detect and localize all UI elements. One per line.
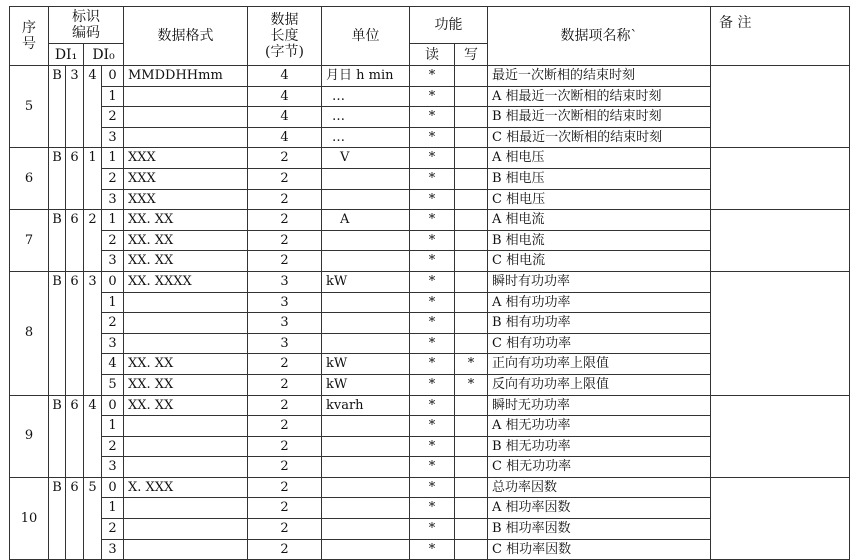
length-cell: 3 bbox=[248, 333, 322, 354]
id-code-cell: 6 bbox=[66, 271, 84, 395]
format-cell bbox=[124, 292, 248, 313]
id-code-cell: 4 bbox=[84, 66, 102, 148]
id-code-cell: B bbox=[49, 210, 66, 272]
id-code-cell: 6 bbox=[66, 477, 84, 559]
read-cell: * bbox=[410, 251, 455, 272]
length-cell: 2 bbox=[248, 230, 322, 251]
di0-low-cell: 1 bbox=[102, 292, 124, 313]
unit-cell: kvarh bbox=[322, 395, 410, 416]
unit-cell bbox=[322, 477, 410, 498]
read-cell: * bbox=[410, 66, 455, 87]
unit-cell bbox=[322, 189, 410, 210]
write-cell bbox=[455, 271, 488, 292]
id-code-cell: 3 bbox=[66, 66, 84, 148]
header-di0: DI₀ bbox=[84, 44, 124, 66]
read-cell: * bbox=[410, 292, 455, 313]
id-code-cell: 6 bbox=[66, 395, 84, 477]
seq-cell: 6 bbox=[10, 148, 49, 210]
di0-low-cell: 3 bbox=[102, 251, 124, 272]
di0-low-cell: 1 bbox=[102, 498, 124, 519]
table-row bbox=[10, 477, 850, 498]
di0-low-cell: 1 bbox=[102, 148, 124, 169]
write-cell bbox=[455, 127, 488, 148]
length-cell: 2 bbox=[248, 354, 322, 375]
format-cell: XX. XX bbox=[124, 251, 248, 272]
length-cell: 4 bbox=[248, 66, 322, 87]
length-cell: 2 bbox=[248, 168, 322, 189]
unit-cell bbox=[322, 436, 410, 457]
header-write: 写 bbox=[455, 44, 488, 66]
header-di1: DI₁ bbox=[49, 44, 84, 66]
length-cell: 2 bbox=[248, 519, 322, 540]
length-cell: 2 bbox=[248, 416, 322, 437]
length-cell: 2 bbox=[248, 457, 322, 478]
remark-cell bbox=[711, 66, 850, 148]
seq-cell: 7 bbox=[10, 210, 49, 272]
di0-low-cell: 2 bbox=[102, 168, 124, 189]
write-cell bbox=[455, 107, 488, 128]
table-row bbox=[10, 210, 850, 231]
name-cell: 总功率因数 bbox=[488, 477, 711, 498]
name-cell: A 相有功功率 bbox=[488, 292, 711, 313]
name-cell: 最近一次断相的结束时刻 bbox=[488, 66, 711, 87]
header-format: 数据格式 bbox=[124, 7, 248, 66]
unit-cell: … bbox=[322, 86, 410, 107]
header-length: 数据 长度 (字节) bbox=[248, 7, 322, 66]
id-code-cell: 3 bbox=[84, 271, 102, 395]
remark-cell bbox=[711, 148, 850, 210]
write-cell bbox=[455, 498, 488, 519]
read-cell: * bbox=[410, 210, 455, 231]
unit-cell: kW bbox=[322, 271, 410, 292]
table-row bbox=[10, 271, 850, 292]
write-cell bbox=[455, 333, 488, 354]
name-cell: 正向有功功率上限值 bbox=[488, 354, 711, 375]
write-cell bbox=[455, 251, 488, 272]
write-cell bbox=[455, 436, 488, 457]
di0-low-cell: 2 bbox=[102, 107, 124, 128]
length-cell: 4 bbox=[248, 107, 322, 128]
format-cell: XX. XX bbox=[124, 374, 248, 395]
name-cell: C 相电流 bbox=[488, 251, 711, 272]
name-cell: A 相电压 bbox=[488, 148, 711, 169]
di0-low-cell: 0 bbox=[102, 271, 124, 292]
read-cell: * bbox=[410, 436, 455, 457]
table-row bbox=[10, 395, 850, 416]
read-cell: * bbox=[410, 127, 455, 148]
format-cell: MMDDHHmm bbox=[124, 66, 248, 87]
format-cell: XX. XX bbox=[124, 210, 248, 231]
write-cell bbox=[455, 66, 488, 87]
read-cell: * bbox=[410, 107, 455, 128]
unit-cell: A bbox=[322, 210, 410, 231]
write-cell bbox=[455, 210, 488, 231]
di0-low-cell: 3 bbox=[102, 333, 124, 354]
di0-low-cell: 3 bbox=[102, 539, 124, 560]
id-code-cell: 6 bbox=[66, 210, 84, 272]
table-row bbox=[10, 148, 850, 169]
id-code-cell: B bbox=[49, 271, 66, 395]
header-seq: 序 号 bbox=[10, 7, 49, 66]
length-cell: 4 bbox=[248, 86, 322, 107]
name-cell: 反向有功功率上限值 bbox=[488, 374, 711, 395]
seq-cell: 10 bbox=[10, 477, 49, 559]
write-cell: * bbox=[455, 354, 488, 375]
length-cell: 2 bbox=[248, 477, 322, 498]
format-cell bbox=[124, 539, 248, 560]
length-cell: 2 bbox=[248, 395, 322, 416]
header-id-code: 标识 编码 bbox=[49, 7, 124, 44]
read-cell: * bbox=[410, 354, 455, 375]
name-cell: B 相有功功率 bbox=[488, 313, 711, 334]
length-cell: 2 bbox=[248, 189, 322, 210]
table-row bbox=[10, 66, 850, 87]
name-cell: B 相电压 bbox=[488, 168, 711, 189]
read-cell: * bbox=[410, 189, 455, 210]
di0-low-cell: 2 bbox=[102, 230, 124, 251]
read-cell: * bbox=[410, 86, 455, 107]
format-cell bbox=[124, 416, 248, 437]
id-code-cell: B bbox=[49, 395, 66, 477]
unit-cell bbox=[322, 498, 410, 519]
read-cell: * bbox=[410, 416, 455, 437]
name-cell: A 相功率因数 bbox=[488, 498, 711, 519]
format-cell: X. XXX bbox=[124, 477, 248, 498]
length-cell: 4 bbox=[248, 127, 322, 148]
read-cell: * bbox=[410, 374, 455, 395]
id-code-cell: 5 bbox=[84, 477, 102, 559]
length-cell: 2 bbox=[248, 210, 322, 231]
unit-cell: V bbox=[322, 148, 410, 169]
unit-cell: … bbox=[322, 107, 410, 128]
read-cell: * bbox=[410, 477, 455, 498]
remark-cell bbox=[711, 395, 850, 477]
name-cell: C 相电压 bbox=[488, 189, 711, 210]
header-read: 读 bbox=[410, 44, 455, 66]
di0-low-cell: 2 bbox=[102, 313, 124, 334]
header-row-1 bbox=[10, 7, 850, 44]
unit-cell bbox=[322, 539, 410, 560]
format-cell: XXX bbox=[124, 148, 248, 169]
write-cell bbox=[455, 519, 488, 540]
write-cell bbox=[455, 292, 488, 313]
write-cell bbox=[455, 230, 488, 251]
format-cell bbox=[124, 333, 248, 354]
unit-cell bbox=[322, 230, 410, 251]
seq-cell: 8 bbox=[10, 271, 49, 395]
format-cell bbox=[124, 127, 248, 148]
read-cell: * bbox=[410, 519, 455, 540]
remark-cell bbox=[711, 210, 850, 272]
length-cell: 3 bbox=[248, 292, 322, 313]
di0-low-cell: 2 bbox=[102, 436, 124, 457]
di0-low-cell: 3 bbox=[102, 127, 124, 148]
di0-low-cell: 5 bbox=[102, 374, 124, 395]
name-cell: C 相功率因数 bbox=[488, 539, 711, 560]
di0-low-cell: 0 bbox=[102, 477, 124, 498]
length-cell: 3 bbox=[248, 271, 322, 292]
header-name: 数据项名称` bbox=[488, 7, 711, 66]
read-cell: * bbox=[410, 168, 455, 189]
di0-low-cell: 1 bbox=[102, 416, 124, 437]
name-cell: C 相无功功率 bbox=[488, 457, 711, 478]
write-cell bbox=[455, 395, 488, 416]
format-cell bbox=[124, 86, 248, 107]
write-cell bbox=[455, 416, 488, 437]
unit-cell bbox=[322, 313, 410, 334]
name-cell: B 相电流 bbox=[488, 230, 711, 251]
di0-low-cell: 2 bbox=[102, 519, 124, 540]
header-function: 功能 bbox=[410, 7, 488, 44]
di0-low-cell: 1 bbox=[102, 86, 124, 107]
format-cell: XX. XX bbox=[124, 230, 248, 251]
unit-cell bbox=[322, 168, 410, 189]
name-cell: B 相功率因数 bbox=[488, 519, 711, 540]
format-cell bbox=[124, 436, 248, 457]
format-cell: XX. XXXX bbox=[124, 271, 248, 292]
length-cell: 2 bbox=[248, 251, 322, 272]
read-cell: * bbox=[410, 539, 455, 560]
write-cell bbox=[455, 168, 488, 189]
write-cell bbox=[455, 148, 488, 169]
length-cell: 2 bbox=[248, 374, 322, 395]
di0-low-cell: 0 bbox=[102, 66, 124, 87]
write-cell bbox=[455, 86, 488, 107]
length-cell: 3 bbox=[248, 313, 322, 334]
name-cell: A 相电流 bbox=[488, 210, 711, 231]
read-cell: * bbox=[410, 230, 455, 251]
unit-cell: kW bbox=[322, 354, 410, 375]
id-code-cell: 6 bbox=[66, 148, 84, 210]
length-cell: 2 bbox=[248, 148, 322, 169]
unit-cell bbox=[322, 519, 410, 540]
format-cell bbox=[124, 457, 248, 478]
id-code-cell: 4 bbox=[84, 395, 102, 477]
unit-cell bbox=[322, 457, 410, 478]
length-cell: 2 bbox=[248, 436, 322, 457]
di0-low-cell: 3 bbox=[102, 457, 124, 478]
name-cell: A 相最近一次断相的结束时刻 bbox=[488, 86, 711, 107]
name-cell: C 相有功功率 bbox=[488, 333, 711, 354]
name-cell: C 相最近一次断相的结束时刻 bbox=[488, 127, 711, 148]
unit-cell bbox=[322, 251, 410, 272]
unit-cell: … bbox=[322, 127, 410, 148]
header-unit: 单位 bbox=[322, 7, 410, 66]
di0-low-cell: 1 bbox=[102, 210, 124, 231]
header-remark: 备 注 bbox=[711, 7, 850, 66]
unit-cell bbox=[322, 292, 410, 313]
write-cell bbox=[455, 457, 488, 478]
name-cell: B 相无功功率 bbox=[488, 436, 711, 457]
unit-cell: kW bbox=[322, 374, 410, 395]
seq-cell: 9 bbox=[10, 395, 49, 477]
format-cell bbox=[124, 313, 248, 334]
seq-cell: 5 bbox=[10, 66, 49, 148]
id-code-cell: B bbox=[49, 148, 66, 210]
unit-cell: 月日 h min bbox=[322, 66, 410, 87]
name-cell: B 相最近一次断相的结束时刻 bbox=[488, 107, 711, 128]
id-code-cell: B bbox=[49, 477, 66, 559]
length-cell: 2 bbox=[248, 498, 322, 519]
write-cell bbox=[455, 189, 488, 210]
read-cell: * bbox=[410, 395, 455, 416]
di0-low-cell: 3 bbox=[102, 189, 124, 210]
read-cell: * bbox=[410, 498, 455, 519]
format-cell: XX. XX bbox=[124, 354, 248, 375]
di0-low-cell: 4 bbox=[102, 354, 124, 375]
format-cell: XX. XX bbox=[124, 395, 248, 416]
remark-cell bbox=[711, 271, 850, 395]
id-code-cell: 2 bbox=[84, 210, 102, 272]
write-cell bbox=[455, 477, 488, 498]
format-cell: XXX bbox=[124, 168, 248, 189]
id-code-cell: 1 bbox=[84, 148, 102, 210]
write-cell bbox=[455, 313, 488, 334]
name-cell: A 相无功功率 bbox=[488, 416, 711, 437]
format-cell bbox=[124, 498, 248, 519]
format-cell: XXX bbox=[124, 189, 248, 210]
read-cell: * bbox=[410, 271, 455, 292]
name-cell: 瞬时无功功率 bbox=[488, 395, 711, 416]
data-items-table bbox=[9, 6, 850, 560]
read-cell: * bbox=[410, 148, 455, 169]
read-cell: * bbox=[410, 457, 455, 478]
read-cell: * bbox=[410, 333, 455, 354]
unit-cell bbox=[322, 333, 410, 354]
write-cell bbox=[455, 539, 488, 560]
id-code-cell: B bbox=[49, 66, 66, 148]
read-cell: * bbox=[410, 313, 455, 334]
name-cell: 瞬时有功功率 bbox=[488, 271, 711, 292]
di0-low-cell: 0 bbox=[102, 395, 124, 416]
unit-cell bbox=[322, 416, 410, 437]
remark-cell bbox=[711, 477, 850, 559]
write-cell: * bbox=[455, 374, 488, 395]
format-cell bbox=[124, 519, 248, 540]
length-cell: 2 bbox=[248, 539, 322, 560]
format-cell bbox=[124, 107, 248, 128]
